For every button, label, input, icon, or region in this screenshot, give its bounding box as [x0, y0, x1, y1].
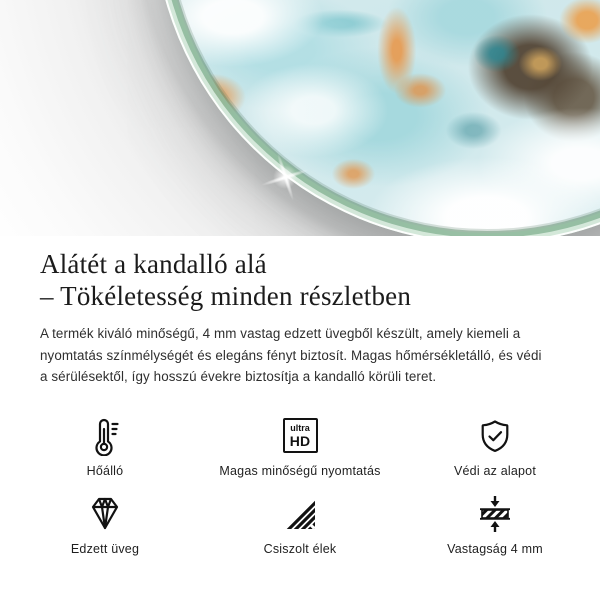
product-description: A termék kiváló minőségű, 4 mm vastag edzett üvegből készült, amely kiemeli a nyomtatás színmélységét és elegáns fényt biztosít. Magas hőmérsékletálló, és védi a sérülésektől, így hosszú évekre biztosítja a kandalló körüli teret. [40, 326, 542, 384]
feature-label: Védi az alapot [453, 463, 537, 478]
ultra-hd-icon [283, 414, 318, 458]
ultra-hd-text-top: ultra [290, 422, 310, 433]
feature-label: Hőálló [86, 463, 124, 478]
product-image [153, 0, 600, 236]
thickness-icon [475, 492, 515, 536]
feature-label: Edzett üveg [70, 541, 140, 556]
feature-print-quality [185, 414, 415, 478]
diamond-icon [85, 492, 125, 536]
feature-label: Vastagság 4 mm [447, 541, 543, 556]
hero-section [0, 0, 600, 236]
page-title-line2: – Tökéletesség minden részletben [40, 281, 412, 311]
feature-label: Csiszolt élek [263, 541, 337, 556]
page-title-line1: Alátét a kandalló alá [40, 249, 267, 279]
thermometer-icon [85, 414, 125, 458]
shield-check-icon [475, 414, 515, 458]
feature-protects-base [415, 414, 575, 478]
feature-label: Magas minőségű nyomtatás [219, 463, 381, 478]
features-grid [0, 414, 600, 556]
feature-polished-edges [185, 492, 415, 556]
ultra-hd-text-bottom: HD [289, 432, 311, 449]
feature-thickness [415, 492, 575, 556]
polished-edges-icon [280, 492, 320, 536]
page-title [40, 248, 545, 312]
feature-heat-resistant [25, 414, 185, 478]
feature-tempered-glass [25, 492, 185, 556]
